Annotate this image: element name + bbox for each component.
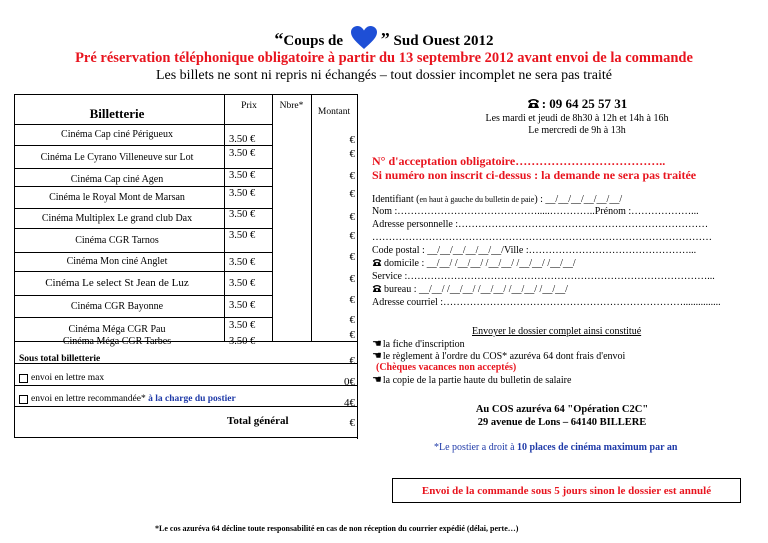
cinema-amount: € — [349, 273, 355, 285]
table-rule — [224, 124, 272, 125]
sous-total-amount: € — [349, 355, 355, 367]
domicile-label: domicile : __/__/ /__/__/ /__/__/ /__/__/ /__/__/ — [384, 258, 576, 269]
cinema-name: Cinéma le Royal Mont de Marsan — [49, 191, 185, 203]
telephone-icon — [527, 98, 540, 109]
dossier-item-text: la fiche d'inscription — [382, 339, 465, 350]
table-divider — [272, 95, 273, 341]
cinema-name: Cinéma CGR Tarnos — [75, 234, 159, 246]
bureau-label: bureau : __/__/ /__/__/ /__/__/ /__/__/ /__/__/ — [384, 284, 568, 295]
subtitle-conditions: Les billets ne sont ni repris ni échangés – tout dossier incomplet ne sera pas traité — [155, 68, 613, 83]
document-title — [0, 26, 768, 50]
cinema-name: Cinéma Mon ciné Anglet — [66, 256, 168, 267]
cinema-name: Cinéma Méga CGR Tarbes — [62, 335, 172, 347]
phone-line — [472, 96, 682, 112]
recommandee-note: à la charge du postier — [148, 394, 236, 404]
cinema-price: 3.50 € — [229, 299, 256, 311]
lettre-max-option[interactable] — [19, 368, 104, 388]
ticket-table — [14, 94, 358, 438]
cinema-name: Cinéma Le select St Jean de Luz — [45, 277, 189, 289]
title-open-quote: “ — [274, 29, 284, 49]
lettre-max-label: envoi en lettre max — [31, 373, 105, 383]
pointing-hand-icon: ☚ — [372, 338, 382, 350]
address-line-2: 29 avenue de Lons – 64140 BILLERE — [477, 417, 647, 428]
final-warning-text: Envoi de la commande sous 5 jours sinon le dossier est annulé — [421, 484, 712, 497]
dossier-cheques-note: (Chèques vacances non acceptés) — [376, 362, 517, 373]
lettre-max-amount: 0€ — [344, 376, 355, 388]
cinema-name: Cinéma Cap ciné Périgueux — [61, 129, 173, 140]
cinema-amount: € — [349, 211, 355, 223]
cinema-price: 3.50 € — [229, 335, 256, 347]
cinema-price: 3.50 € — [229, 319, 256, 331]
recommandee-option[interactable] — [19, 389, 236, 409]
dossier-item — [372, 374, 571, 387]
title-suffix: Sud Ouest 2012 — [393, 33, 494, 49]
cinema-amount: € — [349, 133, 355, 146]
sous-total-label: Sous total billetterie — [19, 354, 101, 364]
cinema-amount: € — [349, 230, 355, 242]
code-postal-field[interactable]: Code postal : __/__/__/__/__/__/Ville :…………………………………………... — [372, 245, 697, 256]
pointing-hand-icon: ☚ — [372, 350, 382, 362]
dossier-item-text: le règlement à l'ordre du COS* azuréva 64 dont frais d'envoi — [382, 351, 626, 362]
cinema-name: Cinéma Le Cyrano Villeneuve sur Lot — [40, 151, 194, 163]
title-prefix: Coups de — [283, 33, 344, 49]
hours-1: Les mardi et jeudi de 8h30 à 12h et 14h à 16h — [485, 113, 669, 124]
dossier-heading: Envoyer le dossier complet ainsi constitué — [472, 326, 642, 337]
dossier-item-text: la copie de la partie haute du bulletin de salaire — [382, 375, 572, 386]
final-warning-box — [392, 478, 741, 503]
cinema-amount: € — [349, 294, 355, 306]
col-nbre: Nbre* — [279, 101, 304, 111]
acceptance-number: N° d'acceptation obligatoire……………………………….. — [372, 154, 666, 168]
bureau-phone-field[interactable] — [372, 284, 568, 296]
col-montant: Montant — [317, 107, 351, 117]
cinema-amount: € — [349, 251, 355, 263]
col-prix: Prix — [241, 101, 257, 111]
cinema-amount: € — [349, 314, 355, 326]
table-divider — [357, 95, 358, 439]
identifiant-label: Identifiant ( — [372, 194, 420, 205]
cinema-amount: € — [349, 147, 355, 160]
table-divider — [224, 95, 225, 341]
courriel-field[interactable]: Adresse courriel :………………………………………………………………............... — [372, 297, 721, 308]
cinema-name: Cinéma CGR Bayonne — [70, 300, 164, 312]
hours-2: Le mercredi de 9h à 13h — [528, 125, 626, 136]
lettre-max-checkbox[interactable] — [19, 374, 28, 383]
total-amount: € — [349, 417, 355, 429]
phone-number: : 09 64 25 57 31 — [541, 96, 628, 111]
cinema-price: 3.50 € — [229, 148, 256, 159]
cinema-price: 3.50 € — [229, 169, 256, 181]
postier-note-bold: 10 places de cinéma maximum par an — [517, 442, 678, 453]
address-line-1: Au COS azuréva 64 "Opération C2C" — [475, 404, 649, 415]
recommandee-checkbox[interactable] — [19, 395, 28, 404]
cinema-price: 3.50 € — [229, 134, 256, 145]
recommandee-amount: 4€ — [344, 397, 355, 409]
pointing-hand-icon: ☚ — [372, 374, 382, 386]
postier-note — [434, 442, 677, 453]
cinema-amount: € — [349, 188, 355, 200]
table-heading: Billetterie — [89, 106, 145, 121]
cinema-price: 3.50 € — [229, 256, 256, 268]
cinema-name: Cinéma Méga CGR Pau — [68, 323, 166, 335]
cinema-price: 3.50 € — [229, 229, 256, 241]
heart-icon — [351, 26, 377, 50]
cinema-amount: € — [349, 170, 355, 182]
telephone-icon — [372, 284, 382, 293]
cinema-price: 3.50 € — [229, 277, 256, 289]
cinema-name: Cinéma Cap ciné Agen — [70, 173, 164, 185]
cinema-amount: € — [349, 329, 355, 341]
cinema-price: 3.50 € — [229, 187, 256, 199]
service-field[interactable]: Service :………………………………………………………………………………... — [372, 271, 715, 282]
postier-note-prefix: *Le postier a droit à — [434, 442, 515, 453]
nom-prenom-field[interactable]: Nom :…………………………………….....…………..Prénom :………………... — [372, 206, 699, 217]
subtitle-reservation: Pré réservation téléphonique obligatoire à partir du 13 septembre 2012 avant envoi de la commande — [75, 50, 693, 66]
identifiant-blanks: ) : __/__/__/__/__/__/ — [534, 194, 623, 205]
acceptance-warning: Si numéro non inscrit ci-dessus : la demande ne sera pas traitée — [372, 168, 697, 182]
identifiant-hint: en haut à gauche du bulletin de paie — [419, 195, 535, 204]
telephone-icon — [372, 258, 382, 267]
domicile-phone-field[interactable] — [372, 258, 576, 270]
cinema-name: Cinéma Multiplex Le grand club Dax — [41, 212, 193, 224]
identifiant-field[interactable] — [372, 194, 622, 206]
adresse-field[interactable]: Adresse personnelle :………………………………………………………………… — [372, 219, 709, 230]
footer-disclaimer: *Le cos azuréva 64 décline toute responsabilité en cas de non réception du courrier expédié (délai, perte…) — [155, 524, 519, 533]
total-label: Total général — [227, 415, 289, 427]
table-divider — [311, 95, 312, 341]
title-close-quote: ” — [380, 29, 390, 49]
recommandee-label: envoi en lettre recommandée* — [31, 394, 146, 404]
adresse-continuation[interactable]: ………………………………………………………………………………………… — [372, 232, 712, 243]
cinema-price: 3.50 € — [229, 208, 256, 220]
